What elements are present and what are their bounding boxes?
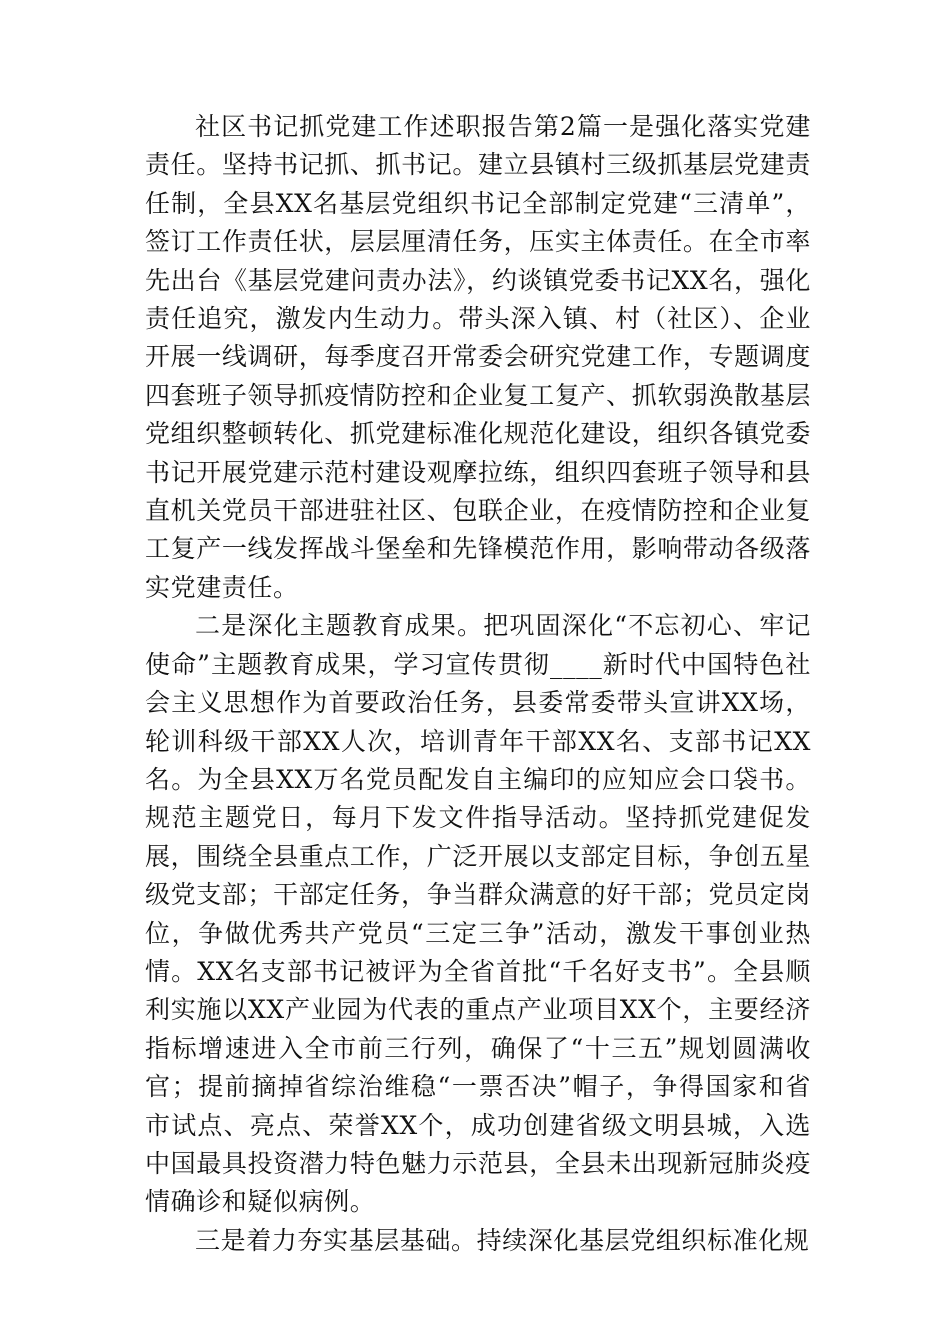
paragraph-party-responsibility: 社区书记抓党建工作述职报告第2篇一是强化落实党建责任。坚持书记抓、抓书记。建立县镇村三级抓基层党建责任制，全县XX名基层党组织书记全部制定党建“三清单”，签订工作责任状，层层厘清任务，压实主体责任。在全市率先出台《基层党建问责办法》，约谈镇党委书记XX名，强化责任追究，激发内生动力。带头深入镇、村（社区）、企业开展一线调研，每季度召开常委会研究党建工作，专题调度四套班子领导抓疫情防控和企业复工复产、抓软弱涣散基层党组织整顿转化、抓党建标准化规范化建设，组织各镇党委书记开展党建示范村建设观摩拉练，组织四套班子领导和县直机关党员干部进驻社区、包联企业，在疫情防控和企业复工复产一线发挥战斗堡垒和先锋模范作用，影响带动各级落实党建责任。 [145, 112, 811, 602]
paragraph-theme-education: 二是深化主题教育成果。把巩固深化“不忘初心、牢记使命”主题教育成果，学习宣传贯彻____新时代中国特色社会主义思想作为首要政治任务，县委常委带头宣讲XX场，轮训科级干部XX人次，培训青年干部XX名、支部书记XX名。为全县XX万名党员配发自主编印的应知应会口袋书。规范主题党日，每月下发文件指导活动。坚持抓党建促发展，围绕全县重点工作，广泛开展以支部定目标，争创五星级党支部；干部定任务，争当群众满意的好干部；党员定岗位，争做优秀共产党员“三定三争”活动，激发干事创业热情。XX名支部书记被评为全省首批“千名好支书”。全县顺利实施以XX产业园为代表的重点产业项目XX个，主要经济指标增速进入全市前三行列，确保了“十三五”规划圆满收官；提前摘掉省综治维稳“一票否决”帽子，争得国家和省市试点、亮点、荣誉XX个，成功创建省级文明县城，入选中国最具投资潜力特色魅力示范县，全县未出现新冠肺炎疫情确诊和疑似病例。 [145, 611, 811, 1217]
paragraph-grassroots-foundation: 三是着力夯实基层基础。持续深化基层党组织标准化规 [195, 1225, 810, 1255]
document-page [145, 108, 811, 1260]
